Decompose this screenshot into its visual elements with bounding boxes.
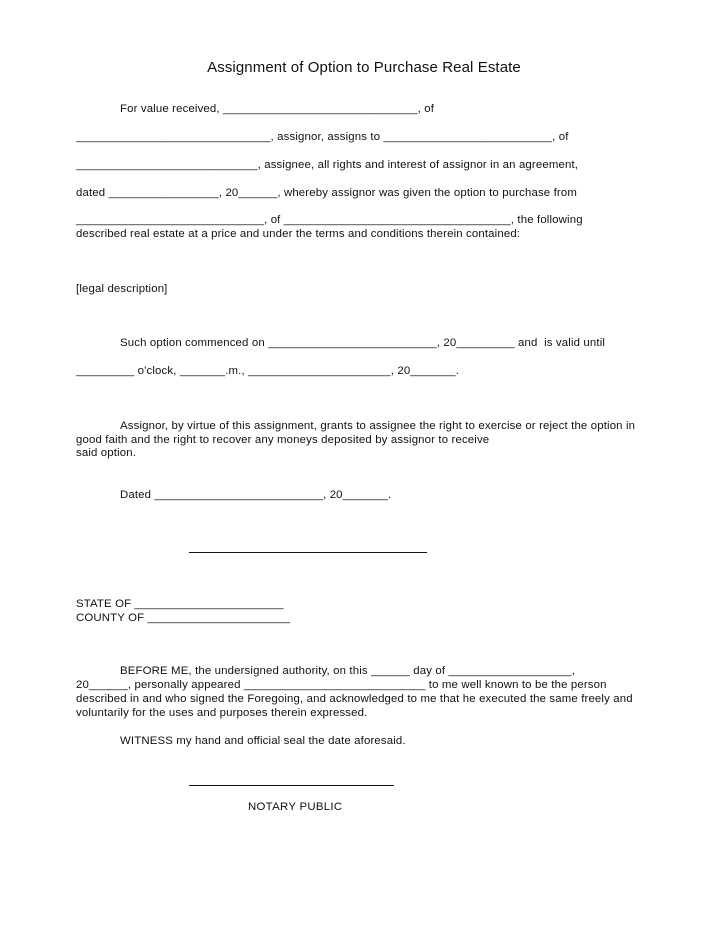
notary-signature-line	[189, 785, 394, 786]
line-assignor-grants: Assignor, by virtue of this assignment, grants to assignee the right to exercise or reject the option in	[120, 420, 636, 432]
line-good-faith: good faith and the right to recover any moneys deposited by assignor to receive	[76, 434, 490, 446]
notary-public-label: NOTARY PUBLIC	[248, 801, 343, 813]
line-assignee: ____________________________, assignee, all rights and interest of assignor in an agreement,	[76, 159, 579, 171]
line-witness: WITNESS my hand and official seal the date aforesaid.	[120, 735, 406, 747]
line-said-option: said option.	[76, 447, 137, 459]
county-of: COUNTY OF ______________________	[76, 612, 291, 624]
line-dated: Dated __________________________, 20_______.	[120, 489, 392, 501]
line-value-received: For value received, ______________________________, of	[120, 103, 435, 115]
line-described-real-estate: described real estate at a price and under the terms and conditions therein contained:	[76, 228, 521, 240]
line-valid-until: _________ o'clock, _______.m., ______________________, 20_______.	[76, 365, 460, 377]
line-voluntarily: voluntarily for the uses and purposes therein expressed.	[76, 707, 368, 719]
line-personally-appeared: 20______, personally appeared ____________________________ to me well known to be the person	[76, 679, 607, 691]
line-dated-agreement: dated _________________, 20______, whereby assignor was given the option to purchase from	[76, 187, 577, 199]
line-option-from: _____________________________, of ___________________________________, the following	[76, 214, 583, 226]
state-of: STATE OF _______________________	[76, 598, 284, 610]
line-assignor: ______________________________, assignor, assigns to __________________________, of	[76, 131, 569, 143]
document-title: Assignment of Option to Purchase Real Estate	[207, 59, 521, 76]
line-before-me: BEFORE ME, the undersigned authority, on this ______ day of ___________________,	[120, 665, 576, 677]
line-option-commenced: Such option commenced on __________________________, 20_________ and is valid until	[120, 337, 606, 349]
legal-description: [legal description]	[76, 283, 168, 295]
line-described-in: described in and who signed the Foregoing, and acknowledged to me that he executed the same freely and	[76, 693, 633, 705]
assignor-signature-line	[189, 552, 427, 553]
